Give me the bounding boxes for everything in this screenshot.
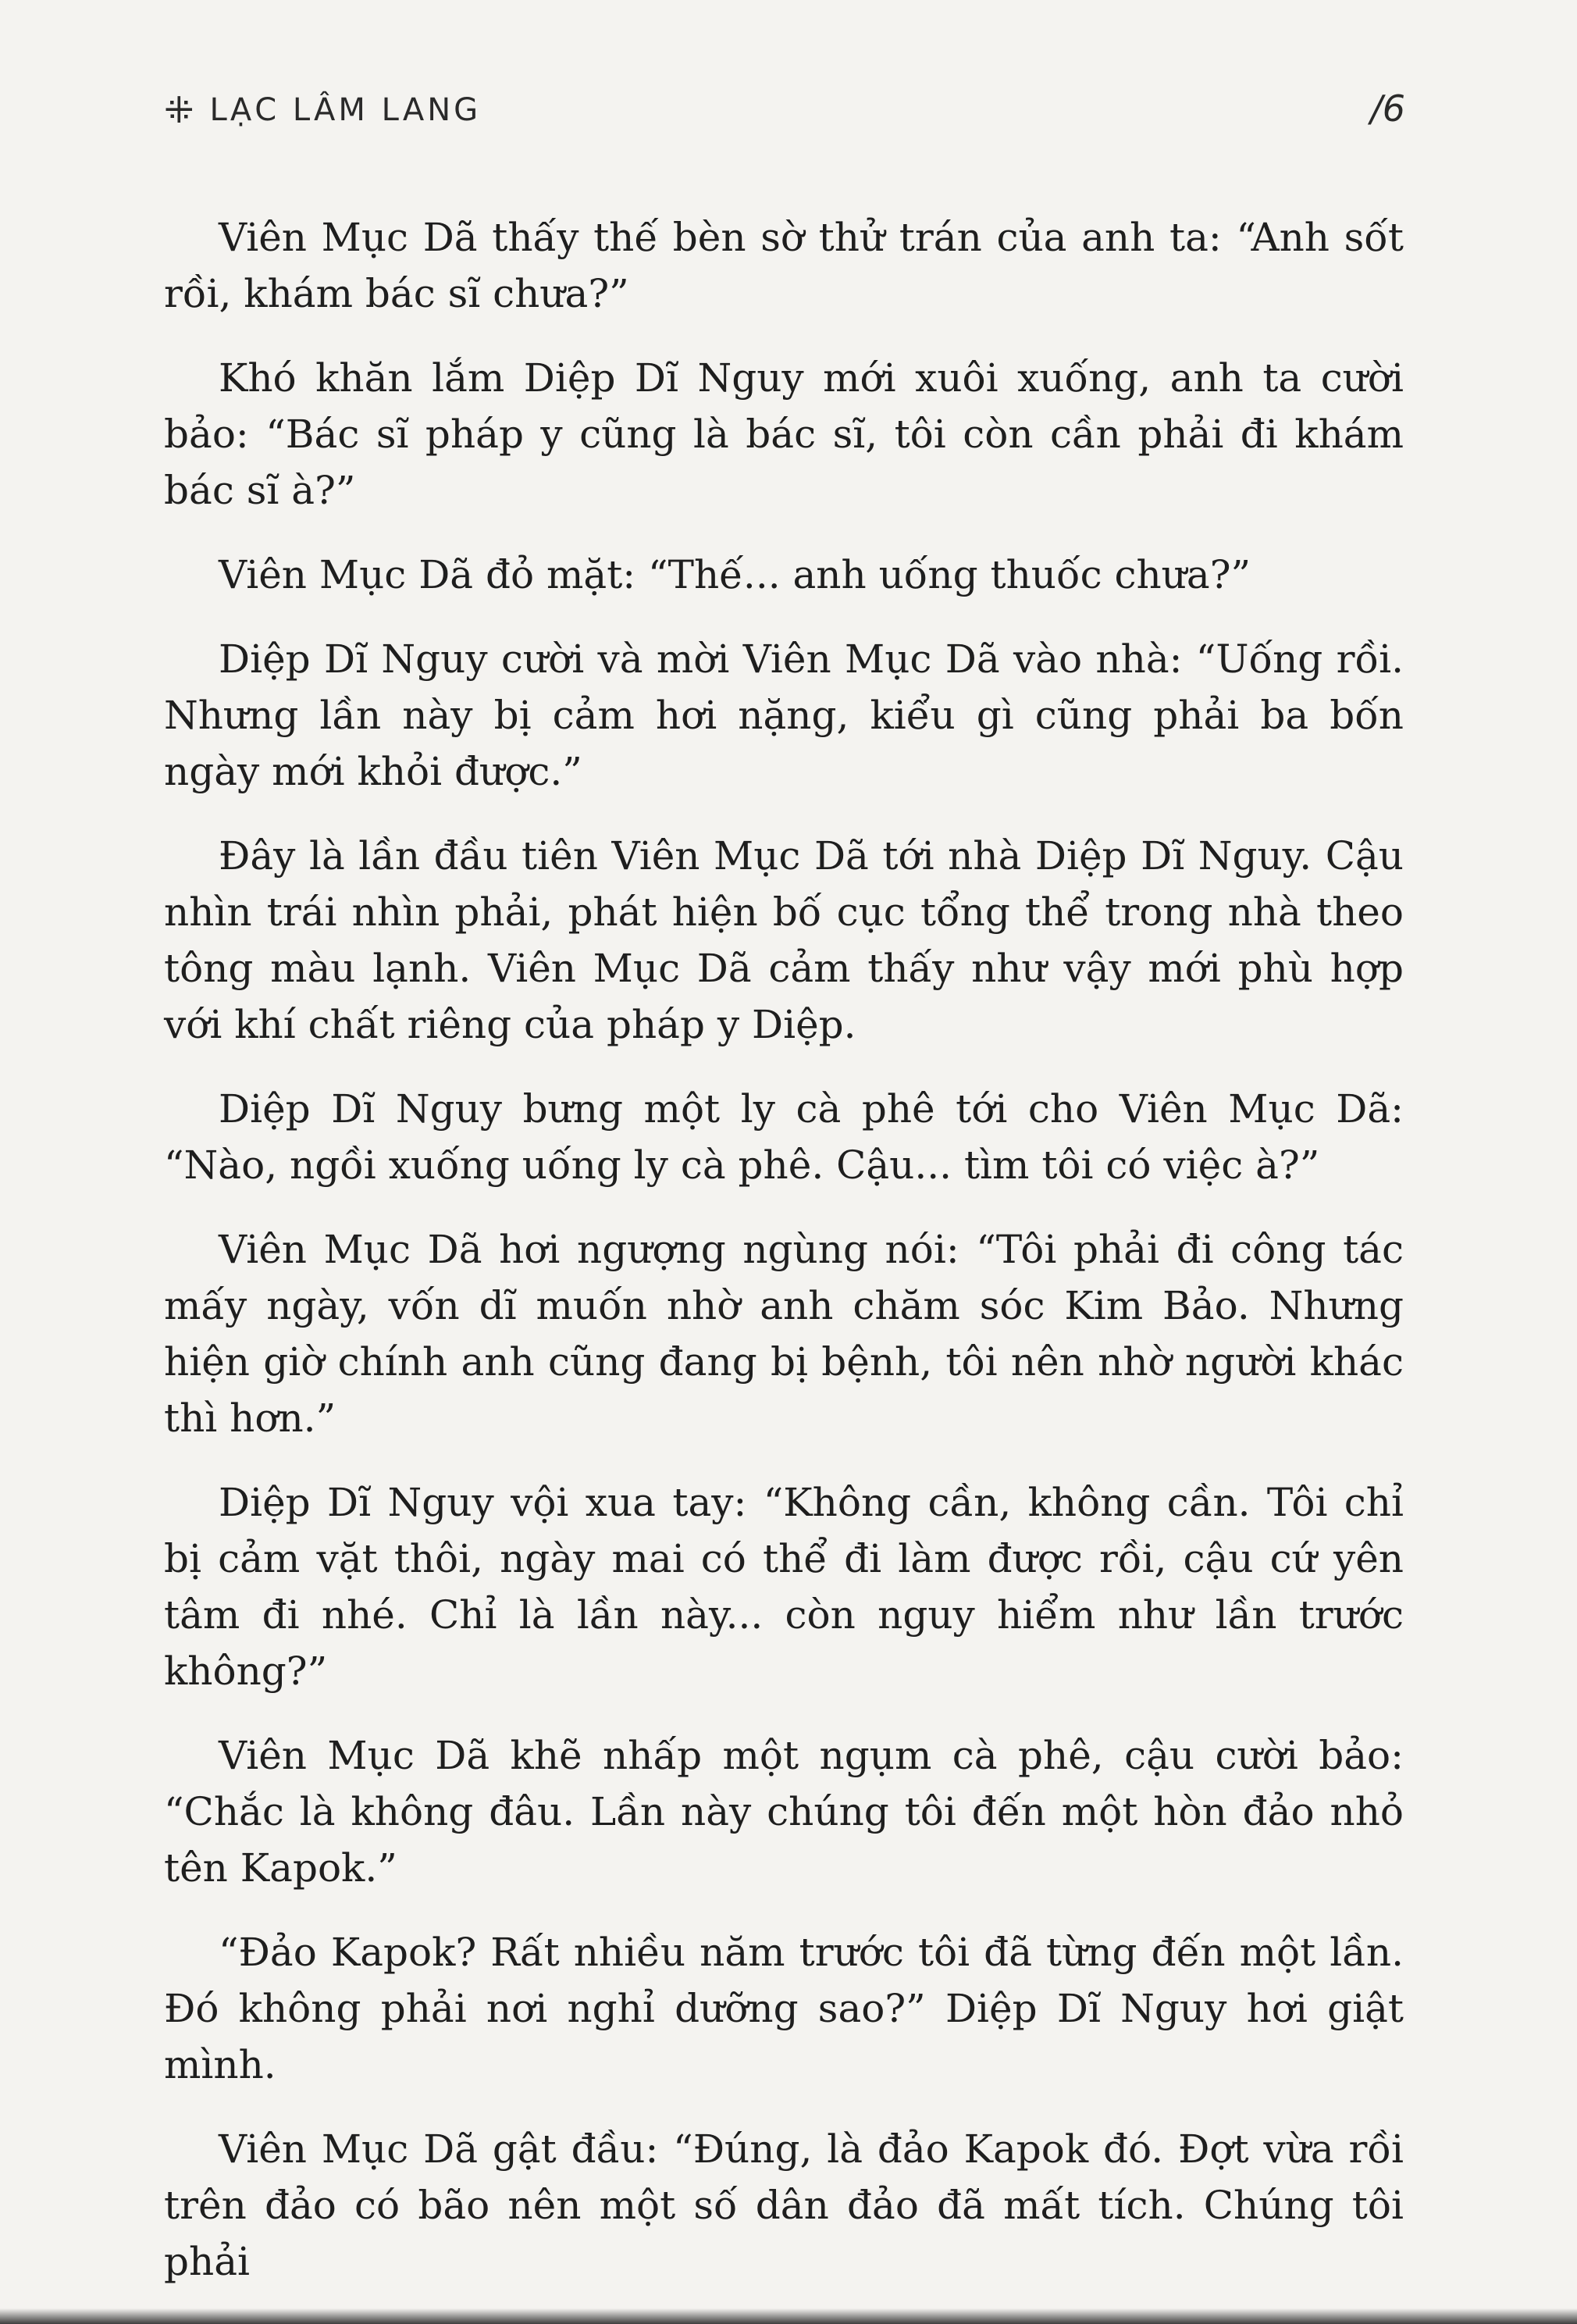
paragraph: Diệp Dĩ Nguy cười và mời Viên Mục Dã vào nhà: “Uống rồi. Nhưng lần này bị cảm hơi nặng, kiểu gì cũng phải ba bốn ngày mới khỏi được.” [164,636,1404,794]
paragraph: Viên Mục Dã hơi ngượng ngùng nói: “Tôi phải đi công tác mấy ngày, vốn dĩ muốn nhờ anh chăm sóc Kim Bảo. Nhưng hiện giờ chính anh cũng đang bị bệnh, tôi nên nhờ người khác thì hơn.” [164,1227,1404,1441]
paragraph: Diệp Dĩ Nguy vội xua tay: “Không cần, không cần. Tôi chỉ bị cảm vặt thôi, ngày mai có thể đi làm được rồi, cậu cứ yên tâm đi nhé. Chỉ là lần này... còn nguy hiểm như lần trước không?” [164,1480,1404,1694]
paragraph: Diệp Dĩ Nguy bưng một ly cà phê tới cho Viên Mục Dã: “Nào, ngồi xuống uống ly cà phê. Cậu... tìm tôi có việc à?” [164,1086,1404,1188]
paragraph: Khó khăn lắm Diệp Dĩ Nguy mới xuôi xuống, anh ta cười bảo: “Bác sĩ pháp y cũng là bác sĩ, tôi còn cần phải đi khám bác sĩ à?” [164,355,1404,513]
running-header [164,89,482,131]
paragraph: Viên Mục Dã khẽ nhấp một ngụm cà phê, cậu cười bảo: “Chắc là không đâu. Lần này chúng tôi đến một hòn đảo nhỏ tên Kapok.” [164,1733,1404,1891]
paragraph: Viên Mục Dã đỏ mặt: “Thế... anh uống thuốc chưa?” [219,552,1251,597]
paragraph: Viên Mục Dã thấy thế bèn sờ thử trán của anh ta: “Anh sốt rồi, khám bác sĩ chưa?” [164,215,1404,316]
page-number: /6 [1370,87,1405,130]
page-edge-shadow [0,2308,1577,2324]
paragraph: Đây là lần đầu tiên Viên Mục Dã tới nhà Diệp Dĩ Nguy. Cậu nhìn trái nhìn phải, phát hiện bố cục tổng thể trong nhà theo tông màu lạnh. Viên Mục Dã cảm thấy như vậy mới phù hợp với khí chất riêng của pháp y Diệp. [164,833,1404,1047]
body-text [164,209,1404,2318]
paragraph: “Đảo Kapok? Rất nhiều năm trước tôi đã từng đến một lần. Đó không phải nơi nghỉ dưỡng sao?” Diệp Dĩ Nguy hơi giật mình. [164,1930,1404,2087]
book-title: LẠC LÂM LANG [209,92,482,128]
ornament-icon: ⁜ [164,89,198,131]
paragraph: Viên Mục Dã gật đầu: “Đúng, là đảo Kapok đó. Đợt vừa rồi trên đảo có bão nên một số dân đảo đã mất tích. Chúng tôi phải [164,2126,1404,2284]
